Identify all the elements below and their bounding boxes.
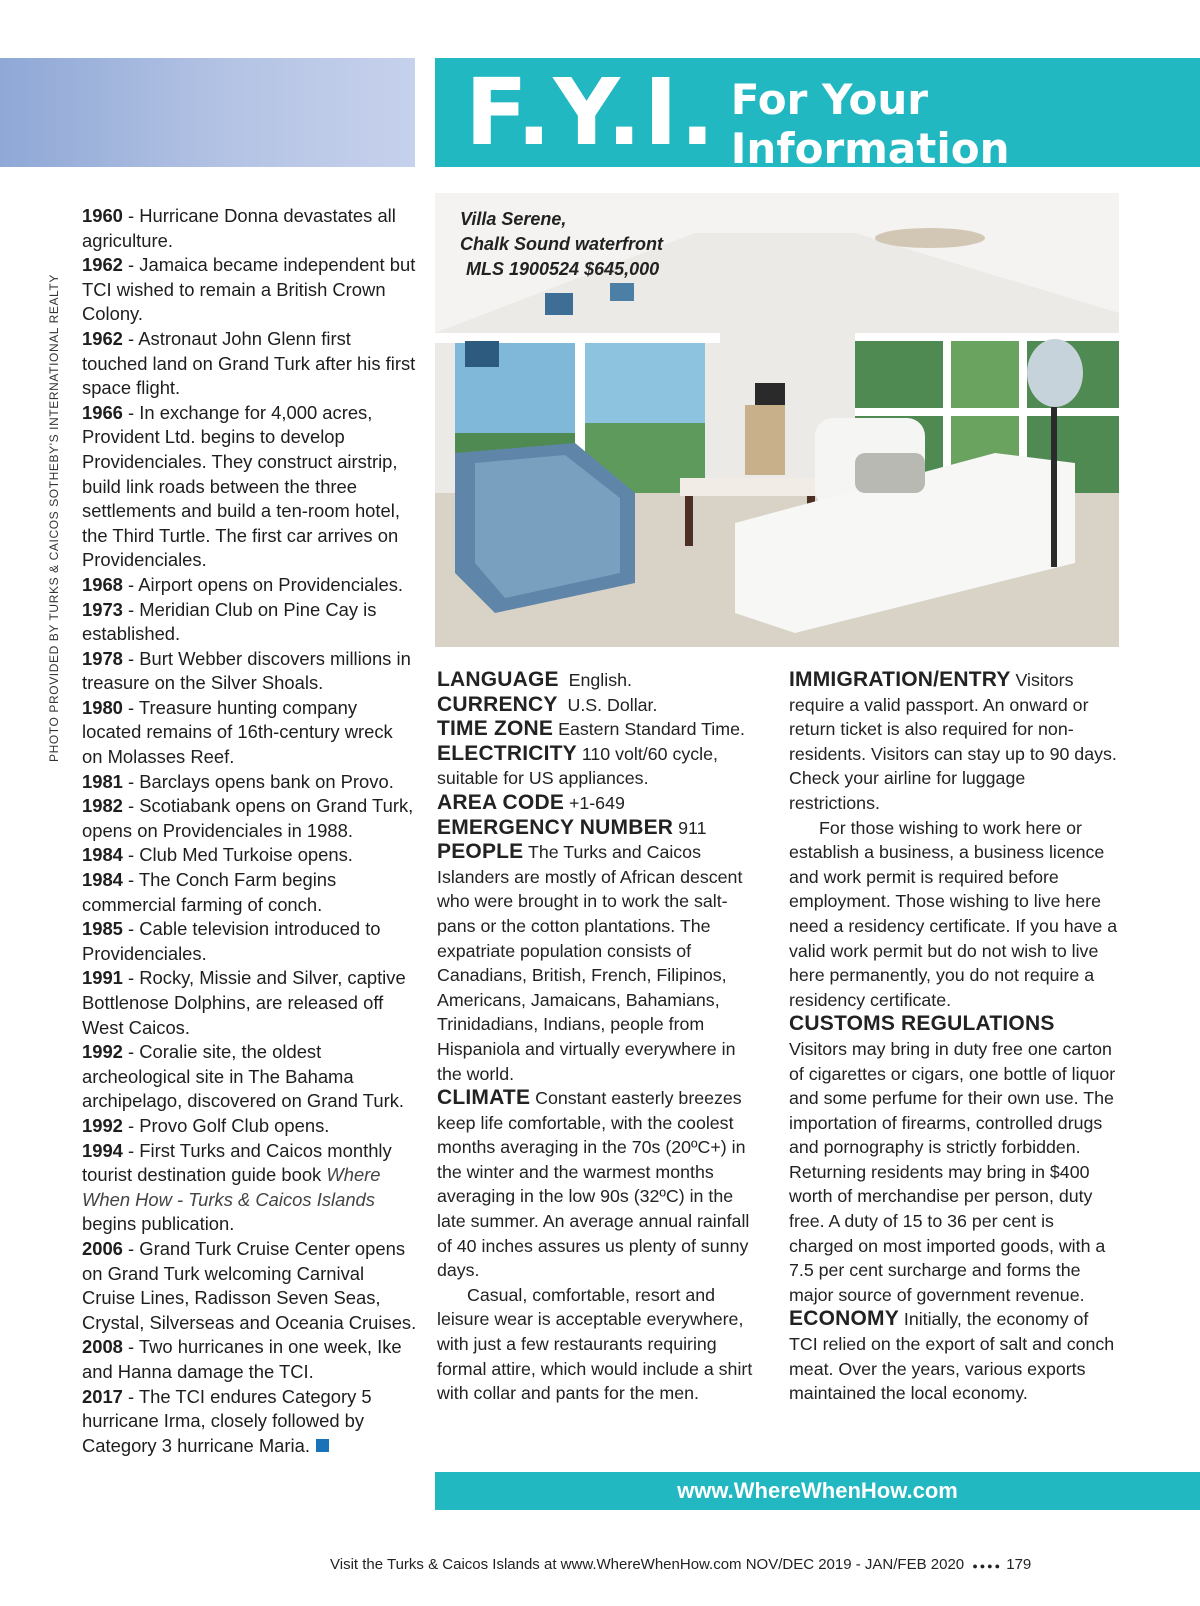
fact-area-code: AREA CODE +1-649	[437, 790, 625, 814]
timeline-year: 1973	[82, 598, 123, 620]
timeline-year: 1966	[82, 401, 123, 423]
timeline-text: - Cable television introduced to Providenciales.	[82, 918, 381, 964]
timeline-text: - Astronaut John Glenn first touched land on Grand Turk after his first space flight.	[82, 327, 416, 399]
timeline-entry	[82, 647, 417, 696]
timeline-text: - Scotiabank opens on Grand Turk, opens on Providenciales in 1988.	[82, 795, 414, 841]
timeline-text: - Grand Turk Cruise Center opens on Grand Turk welcoming Carnival Cruise Lines, Radisson Seven Seas, Crystal, Silverseas and Oceania Cruises.	[82, 1237, 417, 1333]
timeline-text: - Treasure hunting company located remains of 16th-century wreck on Molasses Reef.	[82, 696, 393, 768]
timeline-entry	[82, 770, 417, 795]
timeline-text: - Hurricane Donna devastates all agriculture.	[82, 205, 396, 251]
timeline-entry	[82, 966, 417, 1040]
fact-time-zone: TIME ZONE Eastern Standard Time.	[437, 717, 745, 741]
timeline-year: 2006	[82, 1237, 123, 1259]
fact-electricity: ELECTRICITY 110 volt/60 cycle, suitable for US appliances.	[437, 741, 718, 789]
timeline-year: 1984	[82, 844, 123, 866]
timeline-entry	[82, 401, 417, 573]
guide-title: Where When How - Turks & Caicos Islands	[82, 1164, 381, 1210]
timeline-text: - Jamaica became independent but TCI wished to remain a British Crown Colony.	[82, 254, 416, 325]
timeline-year: 2017	[82, 1385, 123, 1407]
decorative-blue-band	[0, 58, 415, 167]
timeline-year: 1992	[82, 1114, 123, 1136]
timeline-year: 1994	[82, 1139, 123, 1161]
facts-column-right	[789, 668, 1119, 1406]
fact-immigration: IMMIGRATION/ENTRY Visitors require a valid passport. An onward or return ticket is also required for non-residents. Visitors can stay up to 90 days. Check your airline for luggage restrictions.	[789, 668, 1117, 813]
fyi-header	[435, 58, 1200, 173]
timeline-entry	[82, 204, 417, 253]
timeline-year: 1962	[82, 327, 123, 349]
facts-column-middle	[437, 668, 765, 1406]
timeline-text: - Coralie site, the oldest archeological site in The Bahama archipelago, discovered on Grand Turk.	[82, 1041, 405, 1112]
timeline-entry	[82, 253, 417, 327]
timeline-year: 1985	[82, 918, 123, 940]
timeline-entry	[82, 868, 417, 917]
timeline-text: - Club Med Turkoise opens.	[122, 844, 353, 866]
timeline-list-tail	[82, 1237, 417, 1458]
timeline-text: - Airport opens on Providenciales.	[122, 573, 404, 595]
fact-currency: CURRENCY U.S. Dollar.	[437, 692, 658, 716]
end-square-icon	[316, 1439, 329, 1452]
timeline-text: - The Conch Farm begins commercial farming of conch.	[82, 869, 337, 915]
fact-economy: ECONOMY Initially, the economy of TCI relied on the export of salt and conch meat. Over the years, various exports maintained the local economy.	[789, 1307, 1115, 1404]
timeline-year: 1978	[82, 647, 123, 669]
caption-line: Villa Serene,	[460, 209, 567, 229]
timeline-year: 2008	[82, 1336, 123, 1358]
timeline-list	[82, 204, 417, 1139]
timeline-text: - The TCI endures Category 5 hurricane Irma, closely followed by Category 3 hurricane Maria.	[82, 1385, 372, 1456]
timeline-entry	[82, 696, 417, 770]
timeline-year: 1982	[82, 795, 123, 817]
fact-climate-attire: Casual, comfortable, resort and leisure wear is acceptable everywhere, with just a few restaurants requiring formal attire, which would include a shirt with collar and pants for the men.	[437, 1284, 753, 1404]
timeline-year: 1980	[82, 696, 123, 718]
timeline-entry	[82, 1237, 417, 1335]
photo-caption	[460, 207, 663, 282]
caption-line: MLS 1900524 $645,000	[466, 259, 660, 279]
fyi-title: F.Y.I.	[465, 58, 717, 166]
footer-text: Visit the Turks & Caicos Islands at www.WhereWhenHow.com NOV/DEC 2019 - JAN/FEB 2020	[330, 1556, 965, 1573]
timeline-text: - Rocky, Missie and Silver, captive Bottlenose Dolphins, are released off West Caicos.	[82, 967, 406, 1038]
website-band: www.WhereWhenHow.com	[435, 1472, 1200, 1510]
footer-dots: ●●●●	[972, 1561, 1003, 1571]
timeline-entry	[82, 598, 417, 647]
timeline-text: - Provo Golf Club opens.	[122, 1114, 330, 1136]
fact-customs-heading: CUSTOMS REGULATIONS	[789, 1012, 1055, 1036]
fyi-subtitle: For Your Information	[730, 74, 1010, 173]
fact-language: LANGUAGE English.	[437, 668, 632, 691]
timeline-year: 1984	[82, 869, 123, 891]
fact-people: PEOPLE The Turks and Caicos Islanders are mostly of African descent who were brought in to work the salt-pans or the cotton plantations. The expatriate population consists of Canadians, British, French, Filipinos, Americans, Jamaicans, Bahamians, Trinidadians, Indians, people from Hispaniola and virtually everywhere in the world.	[437, 840, 743, 1084]
page-number: 179	[1006, 1556, 1032, 1573]
fact-emergency: EMERGENCY NUMBER 911	[437, 815, 707, 839]
timeline-year: 1962	[82, 254, 123, 276]
timeline-year: 1992	[82, 1041, 123, 1063]
timeline-entry	[82, 1335, 417, 1384]
timeline-entry	[82, 794, 417, 843]
page-footer	[330, 1556, 1031, 1573]
caption-line: Chalk Sound waterfront	[460, 234, 664, 254]
timeline-text: - In exchange for 4,000 acres, Provident Ltd. begins to develop Providenciales. They construct airstrip, build link roads between the three settlements and build a ten-room hotel, the Third Turtle. The first car arrives on Providenciales.	[82, 401, 400, 571]
timeline-year: 1968	[82, 573, 123, 595]
fact-immigration-work: For those wishing to work here or establish a business, a business licence and work permit is required before employment. Those wishing to live here need a residency certificate. If you have a valid work permit but do not wish to live here permanently, you do not require a residency certificate.	[789, 817, 1118, 1010]
timeline-entry	[82, 1139, 417, 1237]
history-timeline	[82, 204, 417, 1458]
timeline-entry	[82, 573, 417, 598]
timeline-year: 1960	[82, 205, 123, 226]
timeline-text: - Meridian Club on Pine Cay is established.	[82, 598, 377, 645]
timeline-text: - Barclays opens bank on Provo.	[122, 770, 394, 792]
timeline-entry	[82, 843, 417, 868]
timeline-text: - Two hurricanes in one week, Ike and Hanna damage the TCI.	[82, 1336, 402, 1382]
timeline-text: - Burt Webber discovers millions in treasure on the Silver Shoals.	[82, 647, 411, 694]
timeline-year: 1981	[82, 770, 123, 792]
photo-credit: PHOTO PROVIDED BY TURKS & CAICOS SOTHEBY'S INTERNATIONAL REALTY	[47, 274, 61, 762]
fact-customs: Visitors may bring in duty free one carton of cigarettes or cigars, one bottle of liquor and some perfume for their own use. The importation of firearms, controlled drugs and pornography is strictly forbidden. Returning residents may bring in $400 worth of merchandise per person, duty free. A duty of 15 to 36 per cent is charged on most imported goods, with a 7.5 per cent surcharge and forms the major source of government revenue.	[789, 1038, 1116, 1305]
timeline-text-after: begins publication.	[82, 1213, 235, 1235]
timeline-entry	[82, 1040, 417, 1114]
fact-climate: CLIMATE Constant easterly breezes keep life comfortable, with the coolest months averaging in the 70s (20ºC+) in the winter and the warmest months averaging in the low 90s (32ºC) in the late summer. An average annual rainfall of 40 inches assures us plenty of sunny days.	[437, 1086, 750, 1281]
timeline-entry	[82, 917, 417, 966]
timeline-entry	[82, 1385, 417, 1459]
timeline-entry	[82, 327, 417, 401]
timeline-year: 1991	[82, 967, 123, 989]
timeline-text: - First Turks and Caicos monthly tourist destination guide book	[82, 1139, 392, 1186]
timeline-entry	[82, 1114, 417, 1139]
